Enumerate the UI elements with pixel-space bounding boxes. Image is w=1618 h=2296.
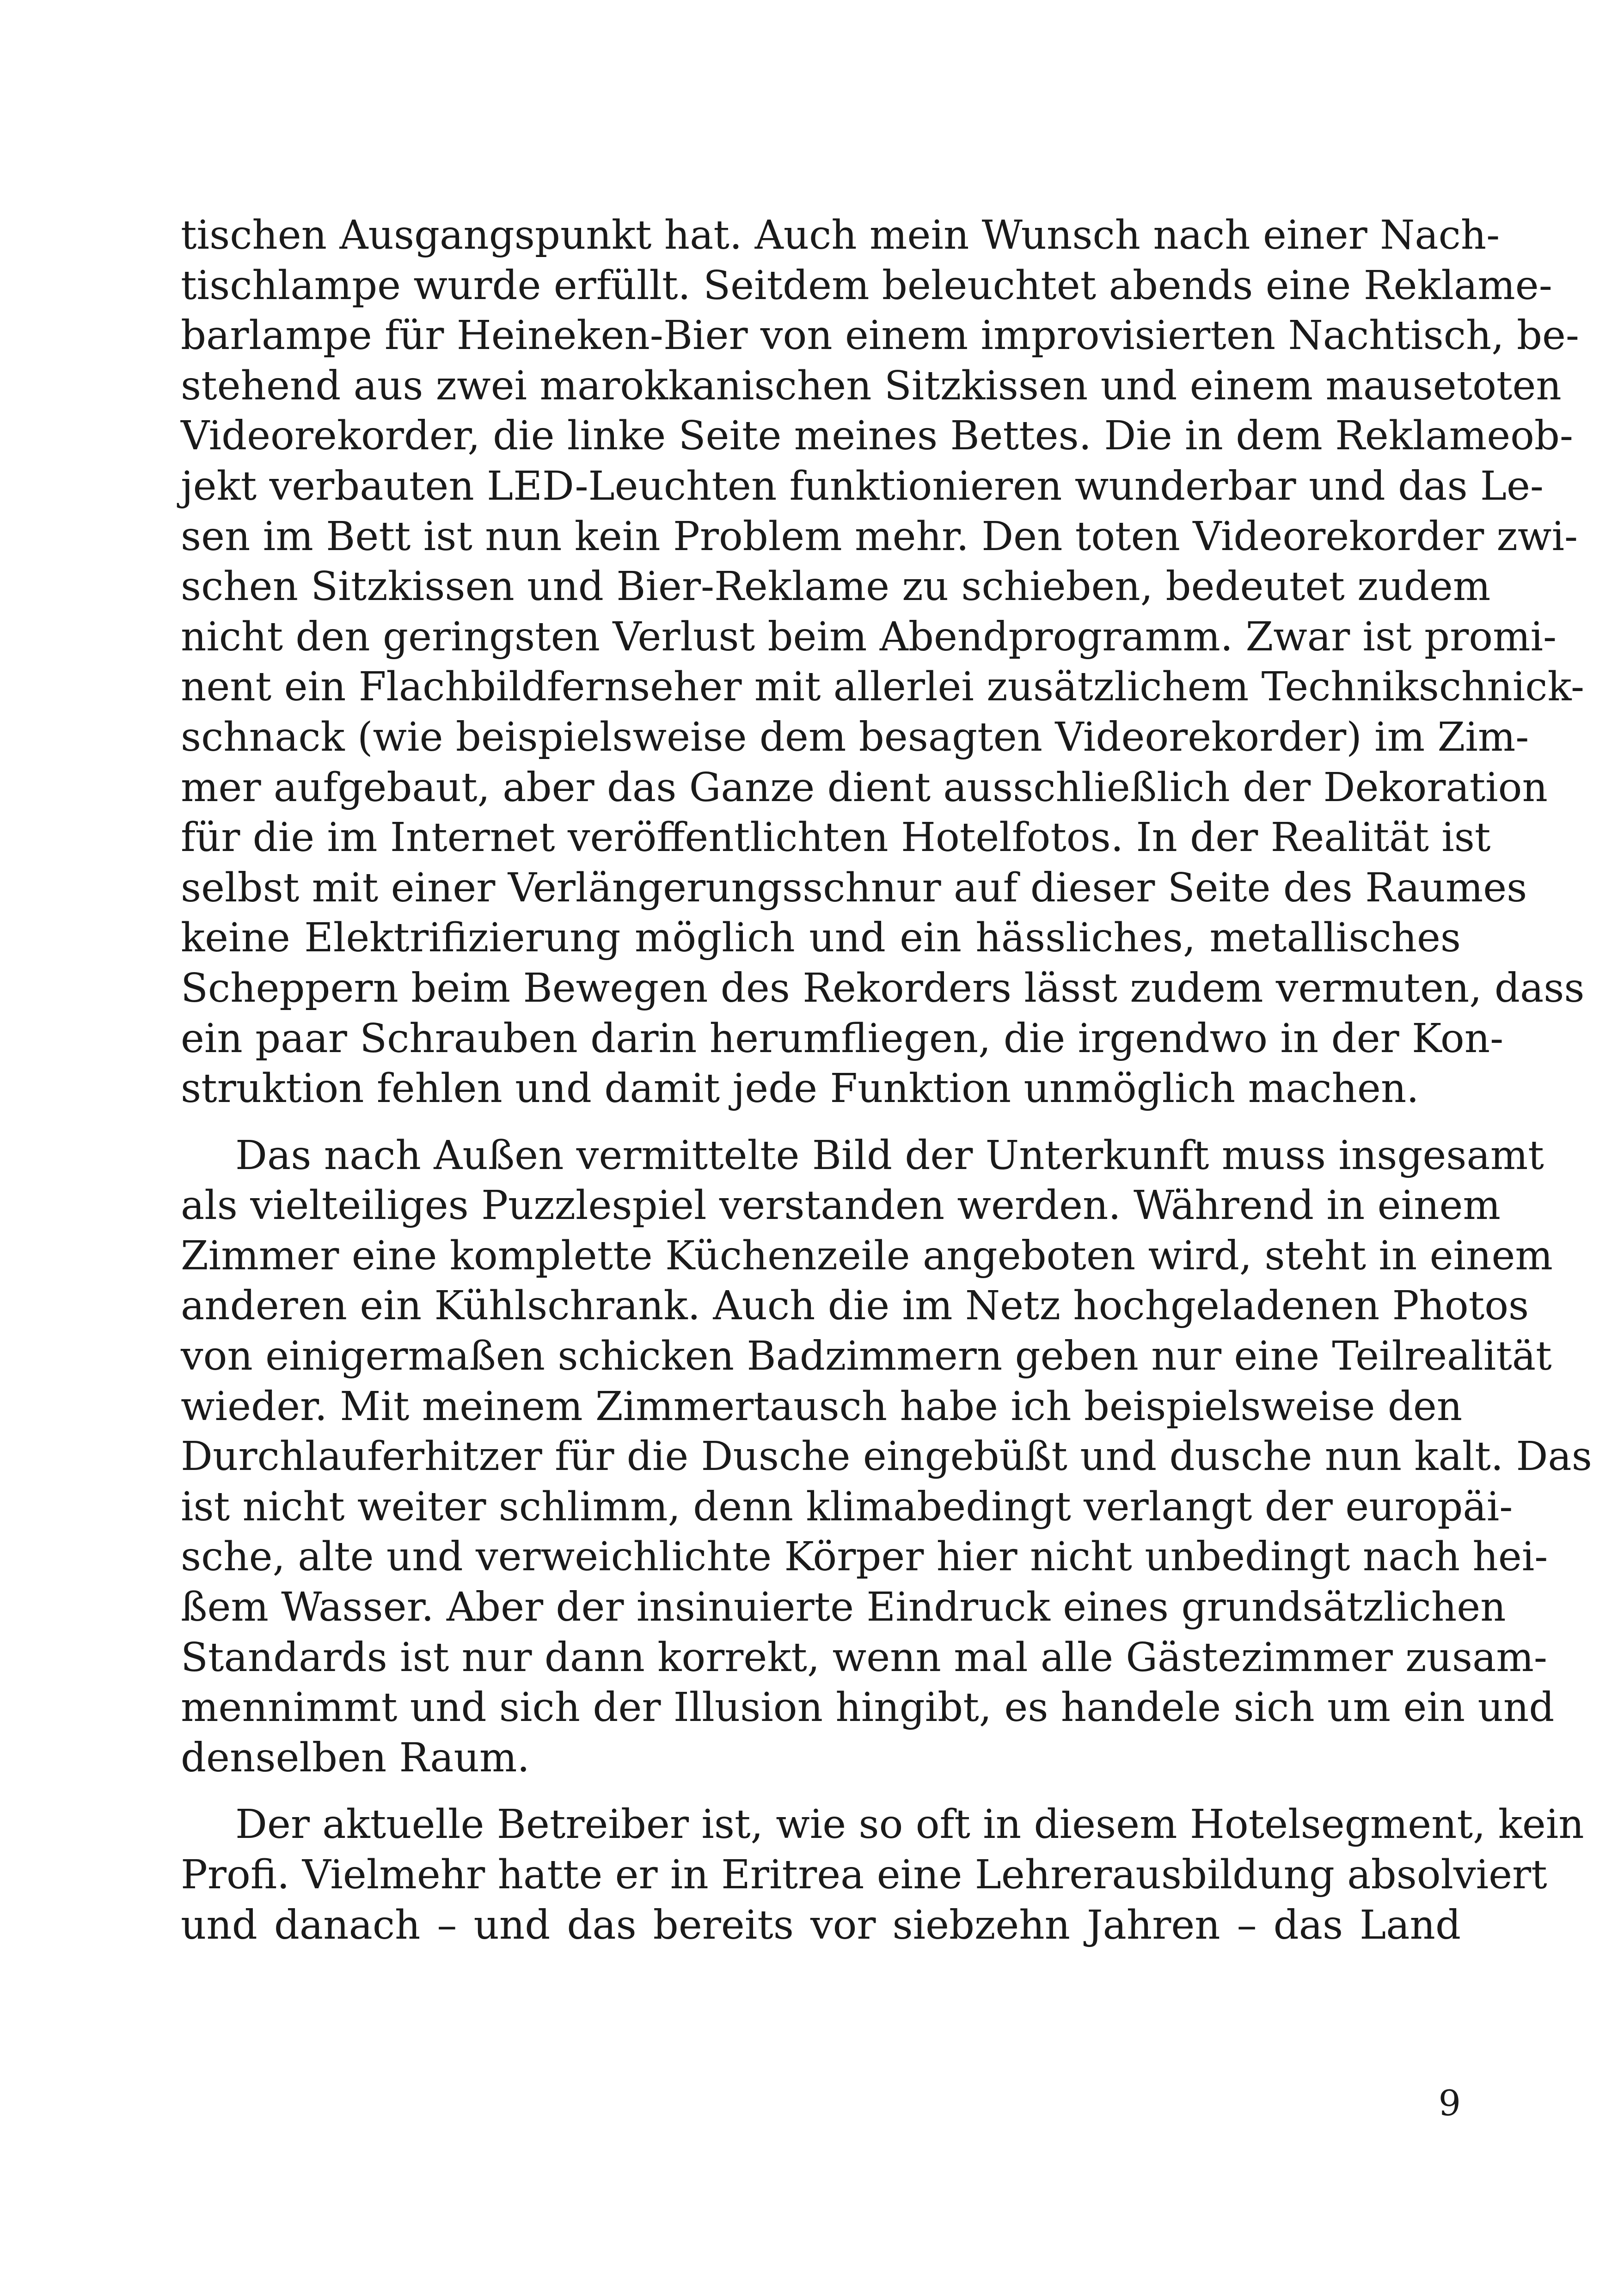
- paragraph-1: [181, 210, 1585, 1114]
- text-line: Videorekorder, die linke Seite meines Bettes. Die in dem Reklameob-: [181, 413, 1573, 459]
- page-number: 9: [1438, 2082, 1461, 2124]
- text-line: barlampe für Heineken-Bier von einem improvisierten Nachtisch, be-: [181, 312, 1579, 359]
- text-line: ist nicht weiter schlimm, denn klimabedingt verlangt der europäi-: [181, 1483, 1513, 1530]
- text-line: denselben Raum.: [181, 1734, 530, 1781]
- body-text: [181, 210, 1592, 1950]
- text-line: ßem Wasser. Aber der insinuierte Eindruck eines grundsätzlichen: [181, 1584, 1506, 1631]
- text-line: Profi. Vielmehr hatte er in Eritrea eine Lehrerausbildung absolviert: [181, 1852, 1547, 1898]
- text-line: sche, alte und verweichlichte Körper hier nicht unbedingt nach hei-: [181, 1534, 1548, 1580]
- text-line: Das nach Außen vermittelte Bild der Unterkunft muss insgesamt: [235, 1132, 1544, 1179]
- text-line: jekt verbauten LED-Leuchten funktionieren wunderbar und das Le-: [181, 463, 1544, 509]
- text-line: nent ein Flachbildfernseher mit allerlei zusätzlichem Technikschnick-: [181, 664, 1585, 710]
- paragraph-3: [181, 1800, 1584, 1950]
- text-line: Der aktuelle Betreiber ist, wie so oft in diesem Hotelsegment, kein: [235, 1801, 1584, 1848]
- text-line: anderen ein Kühlschrank. Auch die im Netz hochgeladenen Photos: [181, 1283, 1529, 1329]
- text-line: Durchlauferhitzer für die Dusche eingebüßt und dusche nun kalt. Das: [181, 1433, 1592, 1480]
- text-line: sen im Bett ist nun kein Problem mehr. Den toten Videorekorder zwi-: [181, 513, 1578, 560]
- text-line: Scheppern beim Bewegen des Rekorders lässt zudem vermuten, dass: [181, 965, 1585, 1011]
- text-line: stehend aus zwei marokkanischen Sitzkissen und einem mausetoten: [181, 362, 1562, 409]
- text-line: Standards ist nur dann korrekt, wenn mal alle Gästezimmer zusam-: [181, 1634, 1547, 1681]
- text-line: struktion fehlen und damit jede Funktion unmöglich machen.: [181, 1065, 1419, 1112]
- text-line: von einigermaßen schicken Badzimmern geben nur eine Teilrealität: [181, 1333, 1552, 1380]
- text-line: tischen Ausgangspunkt hat. Auch mein Wunsch nach einer Nach-: [181, 212, 1500, 258]
- text-line: ein paar Schrauben darin herumfliegen, die irgendwo in der Kon-: [181, 1015, 1504, 1062]
- text-line: schen Sitzkissen und Bier-Reklame zu schieben, bedeutet zudem: [181, 563, 1491, 610]
- text-line: und danach – und das bereits vor siebzehn Jahren – das Land: [181, 1902, 1461, 1948]
- text-line: mennimmt und sich der Illusion hingibt, es handele sich um ein und: [181, 1684, 1555, 1731]
- paragraph-2: [181, 1131, 1592, 1783]
- text-line: wieder. Mit meinem Zimmertausch habe ich beispielsweise den: [181, 1383, 1463, 1430]
- text-line: für die im Internet veröffentlichten Hotelfotos. In der Realität ist: [181, 814, 1491, 861]
- text-line: schnack (wie beispielsweise dem besagten Videorekorder) im Zim-: [181, 714, 1529, 760]
- text-line: keine Elektrifizierung möglich und ein hässliches, metallisches: [181, 915, 1461, 961]
- text-line: tischlampe wurde erfüllt. Seitdem beleuchtet abends eine Reklame-: [181, 262, 1552, 309]
- text-line: selbst mit einer Verlängerungsschnur auf dieser Seite des Raumes: [181, 864, 1527, 911]
- text-line: als vielteiliges Puzzlespiel verstanden werden. Während in einem: [181, 1182, 1501, 1229]
- text-line: mer aufgebaut, aber das Ganze dient ausschließlich der Dekoration: [181, 764, 1548, 811]
- text-line: nicht den geringsten Verlust beim Abendprogramm. Zwar ist promi-: [181, 613, 1557, 660]
- text-line: Zimmer eine komplette Küchenzeile angeboten wird, steht in einem: [181, 1232, 1553, 1279]
